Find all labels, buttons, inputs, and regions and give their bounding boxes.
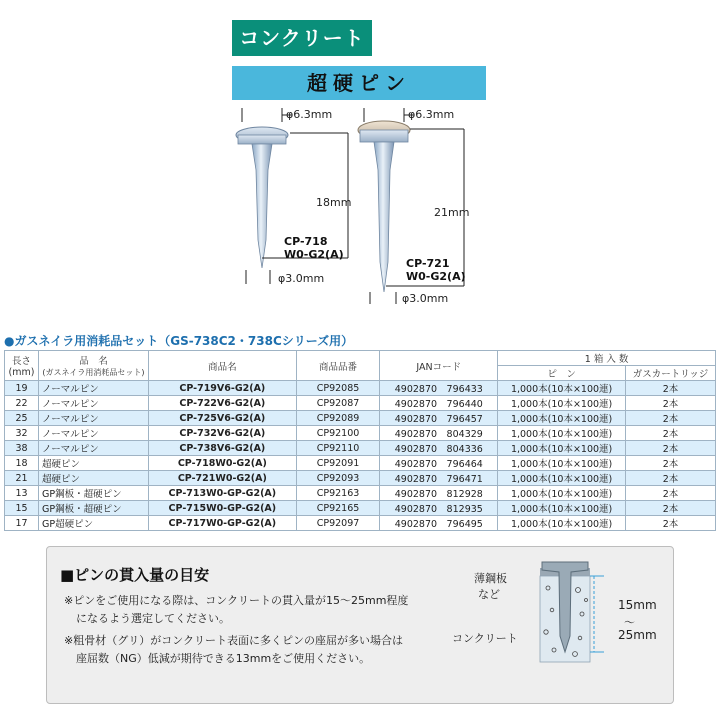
cell-name: ノーマルピン xyxy=(38,381,148,396)
cell-pin: 1,000本(10本×100連) xyxy=(498,441,626,456)
spec-table-body xyxy=(5,381,716,531)
cell-jan: 4902870 796495 xyxy=(380,516,498,531)
cell-name: 超硬ピン xyxy=(38,456,148,471)
cell-name: ノーマルピン xyxy=(38,426,148,441)
cell-code: CP92163 xyxy=(296,486,380,501)
diagram-depth-min: 15mm xyxy=(618,598,657,612)
cell-name: GP超硬ピン xyxy=(38,516,148,531)
pin1-model-line2: W0-G2(A) xyxy=(284,248,344,261)
cell-pin: 1,000本(10本×100連) xyxy=(498,516,626,531)
cell-gas: 2本 xyxy=(626,486,716,501)
table-row xyxy=(5,486,716,501)
cell-gas: 2本 xyxy=(626,441,716,456)
table-row xyxy=(5,411,716,426)
pin1-shank-diameter: φ3.0mm xyxy=(278,272,325,285)
cell-product: CP-713W0-GP-G2(A) xyxy=(148,486,296,501)
cell-code: CP92085 xyxy=(296,381,380,396)
cell-jan: 4902870 796457 xyxy=(380,411,498,426)
cell-product: CP-722V6-G2(A) xyxy=(148,396,296,411)
cell-pin: 1,000本(10本×100連) xyxy=(498,486,626,501)
cell-length: 13 xyxy=(5,486,39,501)
table-row xyxy=(5,501,716,516)
cell-name: ノーマルピン xyxy=(38,396,148,411)
cell-pin: 1,000本(10本×100連) xyxy=(498,471,626,486)
pin2-shank-diameter: φ3.0mm xyxy=(402,292,449,305)
note-line-2: になるよう選定してください。 xyxy=(76,612,230,625)
cell-gas: 2本 xyxy=(626,381,716,396)
cell-name: GP鋼板・超硬ピン xyxy=(38,501,148,516)
cell-product: CP-715W0-GP-G2(A) xyxy=(148,501,296,516)
cell-code: CP92091 xyxy=(296,456,380,471)
spec-table xyxy=(4,350,716,531)
pin2-model-line2: W0-G2(A) xyxy=(406,270,466,283)
section-title: ●ガスネイラ用消耗品セット（GS-738C2・738Cシリーズ用） xyxy=(4,334,354,348)
cell-gas: 2本 xyxy=(626,411,716,426)
diagram-plate-label-1: 薄鋼板 xyxy=(474,572,507,585)
pin-illustrations xyxy=(0,0,720,330)
table-row xyxy=(5,441,716,456)
header-per-box: 1 箱 入 数 xyxy=(498,351,716,366)
cell-jan: 4902870 796464 xyxy=(380,456,498,471)
pin1-model-line1: CP-718 xyxy=(284,235,328,248)
cell-pin: 1,000本(10本×100連) xyxy=(498,411,626,426)
cell-product: CP-721W0-G2(A) xyxy=(148,471,296,486)
diagram-depth-max: 25mm xyxy=(618,628,657,642)
note-line-3: ※粗骨材（グリ）がコンクリート表面に多くピンの座屈が多い場合は xyxy=(64,634,403,647)
product-badge: 超硬ピン xyxy=(232,66,486,100)
cell-product: CP-725V6-G2(A) xyxy=(148,411,296,426)
header-pin: ピ ン xyxy=(498,366,626,381)
cell-gas: 2本 xyxy=(626,471,716,486)
header-product-code: 商品品番 xyxy=(296,351,380,381)
pin2-head-diameter: φ6.3mm xyxy=(408,108,455,121)
cell-product: CP-718W0-G2(A) xyxy=(148,456,296,471)
pin1-head-diameter: φ6.3mm xyxy=(286,108,333,121)
cell-code: CP92110 xyxy=(296,441,380,456)
cell-jan: 4902870 796433 xyxy=(380,381,498,396)
cell-gas: 2本 xyxy=(626,456,716,471)
cell-jan: 4902870 804329 xyxy=(380,426,498,441)
cell-product: CP-738V6-G2(A) xyxy=(148,441,296,456)
cell-code: CP92093 xyxy=(296,471,380,486)
table-row xyxy=(5,471,716,486)
cell-code: CP92087 xyxy=(296,396,380,411)
cell-gas: 2本 xyxy=(626,501,716,516)
cell-length: 19 xyxy=(5,381,39,396)
cell-code: CP92089 xyxy=(296,411,380,426)
cell-length: 32 xyxy=(5,426,39,441)
cell-jan: 4902870 812928 xyxy=(380,486,498,501)
cell-code: CP92100 xyxy=(296,426,380,441)
cell-name: ノーマルピン xyxy=(38,441,148,456)
pin1-model xyxy=(284,235,344,261)
cell-pin: 1,000本(10本×100連) xyxy=(498,456,626,471)
cell-pin: 1,000本(10本×100連) xyxy=(498,426,626,441)
note-line-4: 座屈数（NG）低減が期待できる13mmをご使用ください。 xyxy=(76,652,371,665)
cell-name: ノーマルピン xyxy=(38,411,148,426)
cell-product: CP-732V6-G2(A) xyxy=(148,426,296,441)
cell-length: 22 xyxy=(5,396,39,411)
table-row xyxy=(5,516,716,531)
cell-name: GP鋼板・超硬ピン xyxy=(38,486,148,501)
cell-jan: 4902870 812935 xyxy=(380,501,498,516)
cell-length: 18 xyxy=(5,456,39,471)
diagram-plate-label-2: など xyxy=(478,588,500,601)
header-length: 長さ (mm) xyxy=(5,351,39,381)
cell-product: CP-719V6-G2(A) xyxy=(148,381,296,396)
note-title: ■ピンの貫入量の目安 xyxy=(60,566,210,584)
header-gas: ガスカートリッジ xyxy=(626,366,716,381)
diagram-depth-sep: ～ xyxy=(624,616,635,629)
note-line-1: ※ピンをご使用になる際は、コンクリートの貫入量が15～25mm程度 xyxy=(64,594,409,607)
header-name: 品 名 (ガスネイラ用消耗品セット) xyxy=(38,351,148,381)
cell-jan: 4902870 804336 xyxy=(380,441,498,456)
cell-gas: 2本 xyxy=(626,516,716,531)
cell-length: 17 xyxy=(5,516,39,531)
pin1-length: 18mm xyxy=(316,196,352,209)
pin2-length: 21mm xyxy=(434,206,470,219)
cell-name: 超硬ピン xyxy=(38,471,148,486)
cell-length: 25 xyxy=(5,411,39,426)
header-product-name: 商品名 xyxy=(148,351,296,381)
cell-gas: 2本 xyxy=(626,426,716,441)
cell-jan: 4902870 796440 xyxy=(380,396,498,411)
cell-jan: 4902870 796471 xyxy=(380,471,498,486)
cell-gas: 2本 xyxy=(626,396,716,411)
cell-length: 38 xyxy=(5,441,39,456)
cell-pin: 1,000本(10本×100連) xyxy=(498,381,626,396)
table-row xyxy=(5,426,716,441)
cell-pin: 1,000本(10本×100連) xyxy=(498,396,626,411)
header-jan: JANコード xyxy=(380,351,498,381)
pin2-model xyxy=(406,257,466,283)
diagram-concrete-label: コンクリート xyxy=(452,632,518,645)
cell-product: CP-717W0-GP-G2(A) xyxy=(148,516,296,531)
category-badge: コンクリート xyxy=(232,20,372,56)
cell-length: 15 xyxy=(5,501,39,516)
table-row xyxy=(5,396,716,411)
cell-code: CP92165 xyxy=(296,501,380,516)
table-row xyxy=(5,381,716,396)
pin-cp721 xyxy=(358,121,410,292)
cell-pin: 1,000本(10本×100連) xyxy=(498,501,626,516)
pin2-model-line1: CP-721 xyxy=(406,257,450,270)
table-row xyxy=(5,456,716,471)
cell-code: CP92097 xyxy=(296,516,380,531)
penetration-diagram xyxy=(520,560,660,665)
pin-cp718 xyxy=(236,127,288,268)
cell-length: 21 xyxy=(5,471,39,486)
